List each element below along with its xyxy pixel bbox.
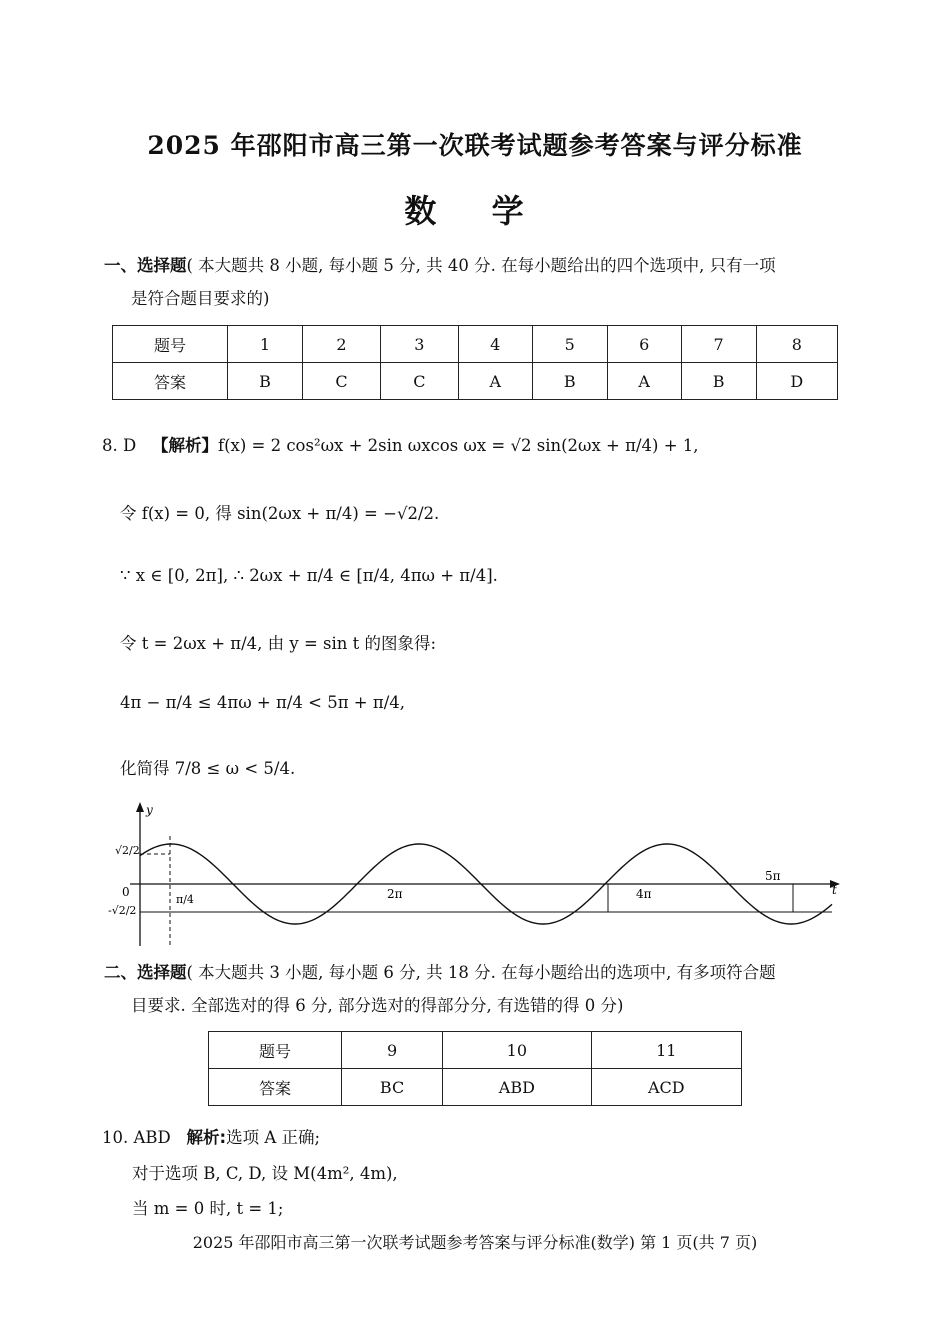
y-axis-label: y [146,803,153,817]
row-header-answer: 答案 [113,363,228,400]
q10-label: 10. ABD [102,1128,171,1147]
x-tick-2pi: 2π [387,887,403,901]
answer-cell: BC [342,1069,443,1106]
q8-label: 8. D [102,436,137,455]
question-number: 4 [458,326,532,363]
table-row [209,1032,742,1069]
answer-cell: D [756,363,837,400]
q8-formula-1: f(x) = 2 cos²ωx + 2sin ωxcos ωx = √2 sin(2ωx + π/4) + 1, [217,436,699,455]
page-footer: 2025 年邵阳市高三第一次联考试题参考答案与评分标准(数学) 第 1 页(共 7 页) [192,1233,758,1252]
sine-graph [100,800,860,950]
x-tick-5pi: 5π [765,869,781,883]
answer-cell: ABD [443,1069,591,1106]
section2-answer-table [208,1031,742,1106]
q8-line2: 令 f(x) = 0, 得 sin(2ωx + π/4) = −√2/2. [120,504,440,523]
q10-line3: 当 m = 0 时, t = 1; [132,1199,284,1218]
row-header-answer: 答案 [209,1069,342,1106]
section2-label: 二、选择题 [104,963,187,982]
q8-line1 [102,432,699,456]
section2-desc-line2: 目要求. 全部选对的得 6 分, 部分选对的得部分分, 有选错的得 0 分) [131,996,624,1015]
section1-label: 一、选择题 [104,256,187,275]
q8-analysis-label: 【解析】 [151,436,218,455]
question-number: 6 [607,326,681,363]
answer-cell: A [607,363,681,400]
page-title: 2025 年邵阳市高三第一次联考试题参考答案与评分标准 [147,131,803,160]
section1-answer-table [112,325,838,400]
origin-label: 0 [122,885,130,899]
y-tick-top: √2/2 [115,844,140,857]
q10-line2: 对于选项 B, C, D, 设 M(4m², 4m), [132,1164,398,1183]
answer-cell: B [532,363,607,400]
table-row [113,363,838,400]
row-header-number: 题号 [113,326,228,363]
question-number: 5 [532,326,607,363]
q10-line1 [102,1124,320,1148]
question-number: 2 [303,326,381,363]
table-row [113,326,838,363]
q8-line6: 化简得 7/8 ≤ ω < 5/4. [120,759,296,778]
section2-header [104,956,864,1022]
answer-cell: C [303,363,381,400]
t-axis-label: t [832,883,837,897]
question-number: 7 [681,326,756,363]
question-number: 10 [443,1032,591,1069]
y-axis-arrow [136,802,144,812]
question-number: 9 [342,1032,443,1069]
q8-line3: ∵ x ∈ [0, 2π], ∴ 2ωx + π/4 ∈ [π/4, 4πω + π/4]. [120,566,498,585]
section1-desc-line2: 是符合题目要求的) [131,289,270,308]
x-tick-pi4: π/4 [176,893,194,906]
section1-desc-line1: ( 本大题共 8 小题, 每小题 5 分, 共 40 分. 在每小题给出的四个选项中, 只有一项 [186,256,776,275]
answer-cell: C [380,363,458,400]
q10-analysis-label: 解析: [186,1128,227,1147]
q10-text-1: 选项 A 正确; [226,1128,321,1147]
question-number: 8 [756,326,837,363]
question-number: 11 [591,1032,741,1069]
answer-cell: A [458,363,532,400]
section2-desc-line1: ( 本大题共 3 小题, 每小题 6 分, 共 18 分. 在每小题给出的选项中, 有多项符合题 [186,963,776,982]
q8-line4: 令 t = 2ωx + π/4, 由 y = sin t 的图象得: [120,634,437,653]
q8-line5: 4π − π/4 ≤ 4πω + π/4 < 5π + π/4, [120,693,406,712]
table-row [209,1069,742,1106]
y-tick-bottom: -√2/2 [108,904,137,917]
answer-cell: B [228,363,303,400]
subject-title: 数 学 [404,192,546,230]
x-tick-4pi: 4π [636,887,652,901]
answer-cell: ACD [591,1069,741,1106]
section1-header [104,249,864,315]
row-header-number: 题号 [209,1032,342,1069]
question-number: 3 [380,326,458,363]
question-number: 1 [228,326,303,363]
answer-cell: B [681,363,756,400]
